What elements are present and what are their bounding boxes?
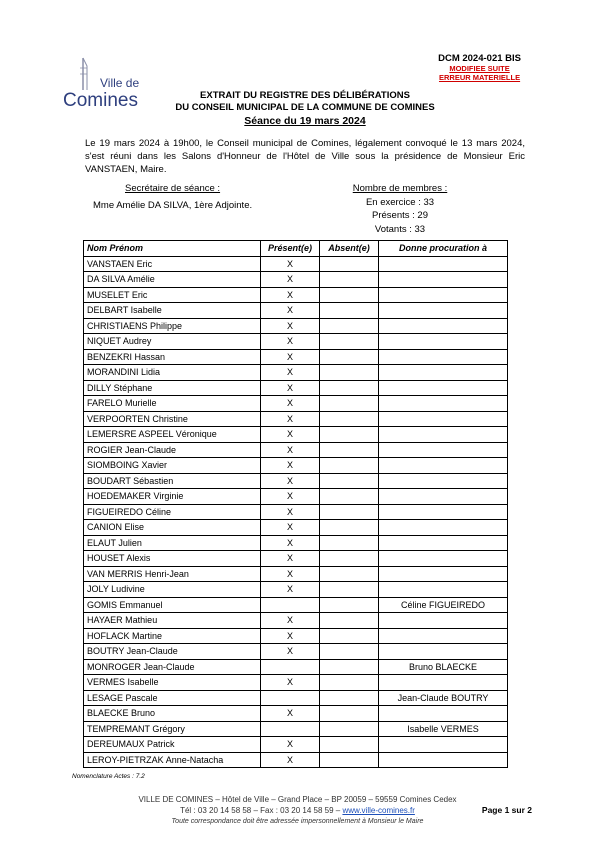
table-row — [84, 551, 508, 567]
cell-absent — [320, 303, 379, 319]
cell-absent — [320, 411, 379, 427]
cell-absent — [320, 752, 379, 768]
cell-present: X — [261, 396, 320, 412]
table-row — [84, 380, 508, 396]
table-row — [84, 721, 508, 737]
cell-name: MUSELET Eric — [84, 287, 261, 303]
cell-present: X — [261, 303, 320, 319]
cell-proxy: Bruno BLAECKE — [379, 659, 508, 675]
cell-name: LEROY-PIETRZAK Anne-Natacha — [84, 752, 261, 768]
cell-absent — [320, 396, 379, 412]
modification-note-1: MODIFIEE SUITE — [449, 64, 510, 73]
attendance-table-body — [84, 256, 508, 768]
table-row — [84, 272, 508, 288]
cell-proxy — [379, 396, 508, 412]
heading-line-1: EXTRAIT DU REGISTRE DES DÉLIBÉRATIONS — [200, 90, 410, 101]
cell-name: HOEDEMAKER Virginie — [84, 489, 261, 505]
table-row — [84, 737, 508, 753]
table-row — [84, 690, 508, 706]
cell-present: X — [261, 551, 320, 567]
cell-present: X — [261, 458, 320, 474]
cell-proxy — [379, 613, 508, 629]
secretary-name: Mme Amélie DA SILVA, 1ère Adjointe. — [93, 200, 253, 211]
cell-proxy — [379, 752, 508, 768]
cell-proxy — [379, 303, 508, 319]
cell-proxy — [379, 566, 508, 582]
cell-absent — [320, 597, 379, 613]
cell-absent — [320, 287, 379, 303]
cell-absent — [320, 628, 379, 644]
table-row — [84, 752, 508, 768]
cell-name: VAN MERRIS Henri-Jean — [84, 566, 261, 582]
cell-proxy — [379, 272, 508, 288]
table-row — [84, 535, 508, 551]
cell-absent — [320, 675, 379, 691]
footer-notice: Toute correspondance doit être adressée impersonnellement à Monsieur le Maire — [171, 818, 424, 825]
cell-proxy — [379, 380, 508, 396]
table-row — [84, 628, 508, 644]
cell-name: TEMPREMANT Grégory — [84, 721, 261, 737]
table-header-row — [84, 241, 508, 257]
footer-contact — [110, 806, 485, 815]
cell-name: FIGUEIREDO Céline — [84, 504, 261, 520]
cell-present: X — [261, 489, 320, 505]
cell-absent — [320, 659, 379, 675]
cell-proxy — [379, 737, 508, 753]
table-row — [84, 706, 508, 722]
cell-absent — [320, 504, 379, 520]
cell-absent — [320, 690, 379, 706]
secretary-label: Secrétaire de séance : — [125, 183, 221, 194]
cell-proxy — [379, 427, 508, 443]
cell-present: X — [261, 752, 320, 768]
cell-proxy — [379, 287, 508, 303]
cell-proxy — [379, 473, 508, 489]
column-header-proxy: Donne procuration à — [379, 241, 508, 257]
cell-name: NIQUET Audrey — [84, 334, 261, 350]
logo-ville-text: Ville de — [100, 76, 140, 90]
cell-present: X — [261, 473, 320, 489]
cell-present: X — [261, 334, 320, 350]
cell-absent — [320, 334, 379, 350]
cell-present: X — [261, 737, 320, 753]
modification-note-2: ERREUR MATERIELLE — [438, 73, 521, 82]
table-row — [84, 318, 508, 334]
cell-absent — [320, 365, 379, 381]
table-row — [84, 411, 508, 427]
cell-absent — [320, 380, 379, 396]
cell-name: LESAGE Pascale — [84, 690, 261, 706]
session-date-heading: Séance du 19 mars 2024 — [244, 115, 366, 127]
website-link[interactable]: www.ville-comines.fr — [342, 806, 415, 815]
cell-proxy — [379, 442, 508, 458]
cell-present: X — [261, 256, 320, 272]
cell-present: X — [261, 349, 320, 365]
cell-absent — [320, 318, 379, 334]
cell-present — [261, 659, 320, 675]
table-row — [84, 473, 508, 489]
table-row — [84, 504, 508, 520]
cell-absent — [320, 272, 379, 288]
cell-present: X — [261, 442, 320, 458]
cell-absent — [320, 613, 379, 629]
table-row — [84, 566, 508, 582]
column-header-present: Présent(e) — [261, 241, 320, 257]
cell-proxy — [379, 551, 508, 567]
table-row — [84, 597, 508, 613]
cell-name: JOLY Ludivine — [84, 582, 261, 598]
members-exercice: En exercice : 33 — [365, 197, 435, 208]
cell-absent — [320, 458, 379, 474]
cell-name: VERMES Isabelle — [84, 675, 261, 691]
cell-present: X — [261, 535, 320, 551]
cell-present: X — [261, 706, 320, 722]
cell-proxy: Céline FIGUEIREDO — [379, 597, 508, 613]
nomenclature-note: Nomenclature Actes : 7.2 — [72, 773, 145, 780]
cell-name: HOFLACK Martine — [84, 628, 261, 644]
cell-proxy — [379, 256, 508, 272]
cell-name: VERPOORTEN Christine — [84, 411, 261, 427]
page-number: Page 1 sur 2 — [481, 805, 532, 815]
table-row — [84, 287, 508, 303]
attendance-table — [83, 240, 508, 768]
cell-proxy — [379, 628, 508, 644]
cell-proxy — [379, 504, 508, 520]
cell-present: X — [261, 365, 320, 381]
cell-present — [261, 597, 320, 613]
cell-proxy — [379, 489, 508, 505]
cell-name: BLAECKE Bruno — [84, 706, 261, 722]
cell-name: FARELO Murielle — [84, 396, 261, 412]
cell-proxy — [379, 411, 508, 427]
cell-absent — [320, 737, 379, 753]
members-presents: Présents : 29 — [372, 210, 428, 221]
cell-proxy: Jean-Claude BOUTRY — [379, 690, 508, 706]
footer-address: VILLE DE COMINES – Hôtel de Ville – Grand Place – BP 20059 – 59559 Comines Cedex — [138, 795, 457, 804]
cell-proxy — [379, 458, 508, 474]
table-row — [84, 675, 508, 691]
table-row — [84, 349, 508, 365]
cell-name: BOUDART Sébastien — [84, 473, 261, 489]
column-header-absent: Absent(e) — [320, 241, 379, 257]
cell-absent — [320, 489, 379, 505]
cell-name: CHRISTIAENS Philippe — [84, 318, 261, 334]
cell-absent — [320, 520, 379, 536]
members-label: Nombre de membres : — [352, 183, 448, 194]
cell-absent — [320, 256, 379, 272]
intro-paragraph: Le 19 mars 2024 à 19h00, le Conseil municipal de Comines, légalement convoqué le 13 mars 2024, s'est réuni dans les Salons d'Honneur de l'Hôtel de Ville sous la présidence de Monsieur Eric VANSTAEN, Maire. — [85, 138, 525, 175]
cell-present: X — [261, 613, 320, 629]
table-row — [84, 458, 508, 474]
cell-absent — [320, 427, 379, 443]
cell-present: X — [261, 520, 320, 536]
cell-present: X — [261, 504, 320, 520]
cell-present — [261, 721, 320, 737]
comines-logo — [63, 54, 153, 118]
cell-absent — [320, 349, 379, 365]
table-row — [84, 396, 508, 412]
table-row — [84, 582, 508, 598]
cell-name: GOMIS Emmanuel — [84, 597, 261, 613]
cell-proxy — [379, 644, 508, 660]
cell-proxy — [379, 349, 508, 365]
cell-absent — [320, 706, 379, 722]
cell-name: LEMERSRE ASPEEL Véronique — [84, 427, 261, 443]
table-row — [84, 644, 508, 660]
table-row — [84, 365, 508, 381]
cell-name: DEREUMAUX Patrick — [84, 737, 261, 753]
table-row — [84, 303, 508, 319]
column-header-name: Nom Prénom — [84, 241, 261, 257]
table-row — [84, 334, 508, 350]
cell-present: X — [261, 272, 320, 288]
cell-present: X — [261, 318, 320, 334]
cell-present: X — [261, 411, 320, 427]
cell-absent — [320, 442, 379, 458]
cell-name: DELBART Isabelle — [84, 303, 261, 319]
cell-proxy: Isabelle VERMES — [379, 721, 508, 737]
cell-name: ROGIER Jean-Claude — [84, 442, 261, 458]
cell-proxy — [379, 535, 508, 551]
cell-present: X — [261, 644, 320, 660]
cell-absent — [320, 566, 379, 582]
cell-absent — [320, 473, 379, 489]
table-row — [84, 489, 508, 505]
cell-proxy — [379, 318, 508, 334]
cell-name: DILLY Stéphane — [84, 380, 261, 396]
cell-present — [261, 690, 320, 706]
deliberation-reference — [438, 53, 521, 82]
cell-absent — [320, 582, 379, 598]
cell-proxy — [379, 334, 508, 350]
cell-name: HOUSET Alexis — [84, 551, 261, 567]
cell-present: X — [261, 287, 320, 303]
cell-present: X — [261, 628, 320, 644]
cell-proxy — [379, 706, 508, 722]
cell-present: X — [261, 566, 320, 582]
members-votants: Votants : 33 — [374, 224, 426, 235]
cell-present: X — [261, 427, 320, 443]
cell-proxy — [379, 582, 508, 598]
cell-name: VANSTAEN Eric — [84, 256, 261, 272]
cell-absent — [320, 644, 379, 660]
logo-town-text: Comines — [63, 90, 138, 111]
cell-absent — [320, 551, 379, 567]
reference-code: DCM 2024-021 BIS — [438, 53, 521, 64]
table-row — [84, 613, 508, 629]
cell-name: DA SILVA Amélie — [84, 272, 261, 288]
cell-name: ELAUT Julien — [84, 535, 261, 551]
cell-present: X — [261, 582, 320, 598]
cell-name: MONROGER Jean-Claude — [84, 659, 261, 675]
cell-absent — [320, 721, 379, 737]
heading-line-2: DU CONSEIL MUNICIPAL DE LA COMMUNE DE COMINES — [175, 102, 435, 113]
cell-present: X — [261, 675, 320, 691]
cell-proxy — [379, 365, 508, 381]
cell-name: MORANDINI Lidia — [84, 365, 261, 381]
table-row — [84, 256, 508, 272]
cell-name: SIOMBOING Xavier — [84, 458, 261, 474]
cell-name: HAYAER Mathieu — [84, 613, 261, 629]
table-row — [84, 659, 508, 675]
cell-name: CANION Elise — [84, 520, 261, 536]
cell-absent — [320, 535, 379, 551]
footer-phone-fax: Tél : 03 20 14 58 58 – Fax : 03 20 14 58 59 – — [180, 806, 343, 815]
cell-present: X — [261, 380, 320, 396]
cell-name: BENZEKRI Hassan — [84, 349, 261, 365]
table-row — [84, 520, 508, 536]
cell-name: BOUTRY Jean-Claude — [84, 644, 261, 660]
table-row — [84, 427, 508, 443]
table-row — [84, 442, 508, 458]
cell-proxy — [379, 520, 508, 536]
cell-proxy — [379, 675, 508, 691]
